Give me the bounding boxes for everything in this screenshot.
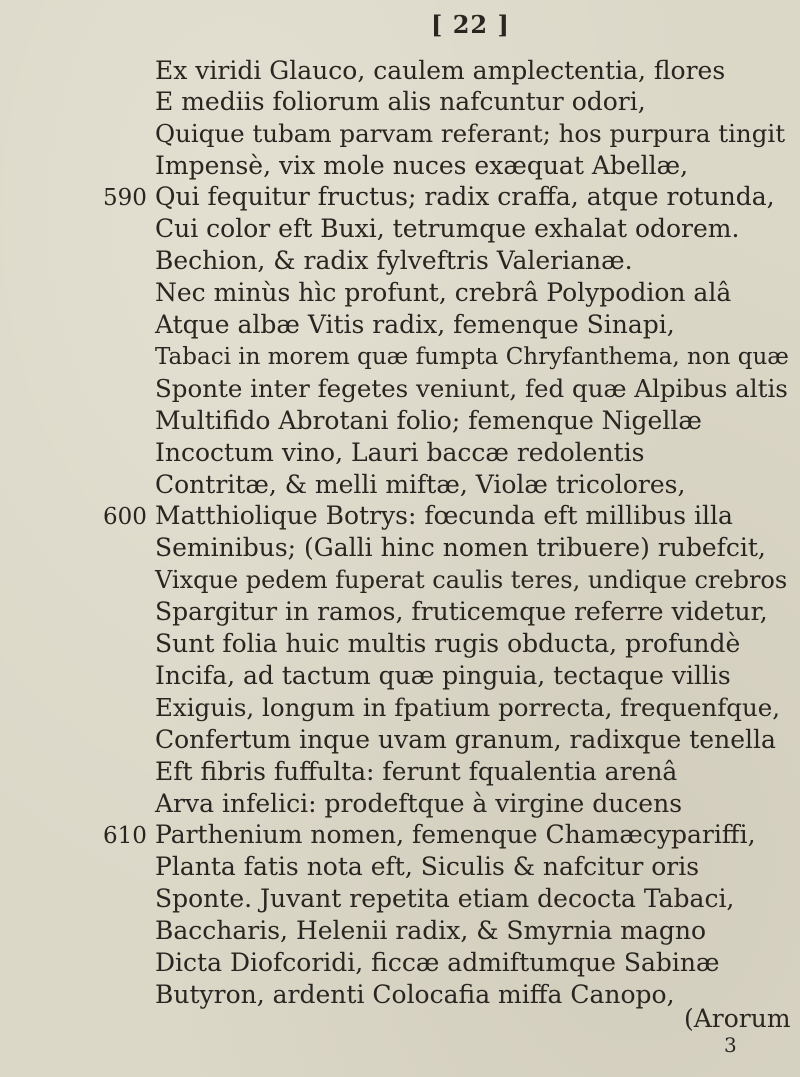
verse-line: Qui fequitur fructus; radix craffa, atque rotunda, xyxy=(155,182,775,211)
verse-line: Cui color eft Buxi, tetrumque exhalat odorem. xyxy=(155,214,740,243)
verse-line: Sunt folia huic multis rugis obducta, profundè xyxy=(155,629,741,658)
signature-mark: 3 xyxy=(724,1033,737,1057)
verse-line: Confertum inque uvam granum, radixque tenella xyxy=(155,725,776,754)
verse-line: Bechion, & radix fylveftris Valerianæ. xyxy=(155,246,633,275)
verse-line: Butyron, ardenti Colocafia miffa Canopo, xyxy=(155,980,675,1009)
verse-line: Baccharis, Helenii radix, & Smyrnia magno xyxy=(155,916,707,945)
page-number: [ 22 ] xyxy=(431,10,510,39)
verse-line: Parthenium nomen, femenque Chamæcypariffi, xyxy=(155,820,756,849)
verse-line: Atque albæ Vitis radix, femenque Sinapi, xyxy=(155,310,675,339)
verse-line: Spargitur in ramos, fruticemque referre videtur, xyxy=(155,597,768,626)
catchword: (Arorum xyxy=(684,1004,791,1033)
verse-line: Impensè, vix mole nuces exæquat Abellæ, xyxy=(155,151,689,180)
line-number: 610 xyxy=(103,823,147,849)
verse-line: Quique tubam parvam referant; hos purpura tingit xyxy=(155,119,786,148)
verse-line: Dicta Diofcoridi, ficcæ admiftumque Sabinæ xyxy=(155,948,720,977)
verse-line: Multifido Abrotani folio; femenque Nigellæ xyxy=(155,406,702,435)
verse-line: Eft fibris fuffulta: ferunt fqualentia arenâ xyxy=(155,757,678,786)
verse-line: Ex viridi Glauco, caulem amplectentia, flores xyxy=(155,56,726,85)
line-number: 600 xyxy=(103,504,147,530)
verse-line: Nec minùs hìc profunt, crebrâ Polypodion alâ xyxy=(155,278,732,307)
verse-line: Arva infelici: prodeftque à virgine ducens xyxy=(155,789,683,818)
verse-line: Planta fatis nota eft, Siculis & nafcitur oris xyxy=(155,852,700,881)
verse-line: Contritæ, & melli miftæ, Violæ tricolores, xyxy=(155,470,686,499)
verse-line: Sponte inter fegetes veniunt, fed quæ Alpibus altis xyxy=(155,374,788,403)
verse-line: Incoctum vino, Lauri baccæ redolentis xyxy=(155,438,645,467)
verse-line: Sponte. Juvant repetita etiam decocta Tabaci, xyxy=(155,884,735,913)
line-number: 590 xyxy=(103,185,147,211)
verse-line: Seminibus; (Galli hinc nomen tribuere) rubefcit, xyxy=(155,533,766,562)
verse-line: Vixque pedem fuperat caulis teres, undique crebros xyxy=(155,566,788,594)
verse-line: Incifa, ad tactum quæ pinguia, tectaque villis xyxy=(155,661,731,690)
verse-line: Tabaci in morem quæ fumpta Chryfanthema, non quæ xyxy=(155,344,789,370)
verse-line: E mediis foliorum alis nafcuntur odori, xyxy=(155,87,646,116)
verse-line: Exiguis, longum in fpatium porrecta, frequenfque, xyxy=(155,693,781,722)
verse-line: Matthiolique Botrys: fœcunda eft millibus illa xyxy=(155,501,733,530)
